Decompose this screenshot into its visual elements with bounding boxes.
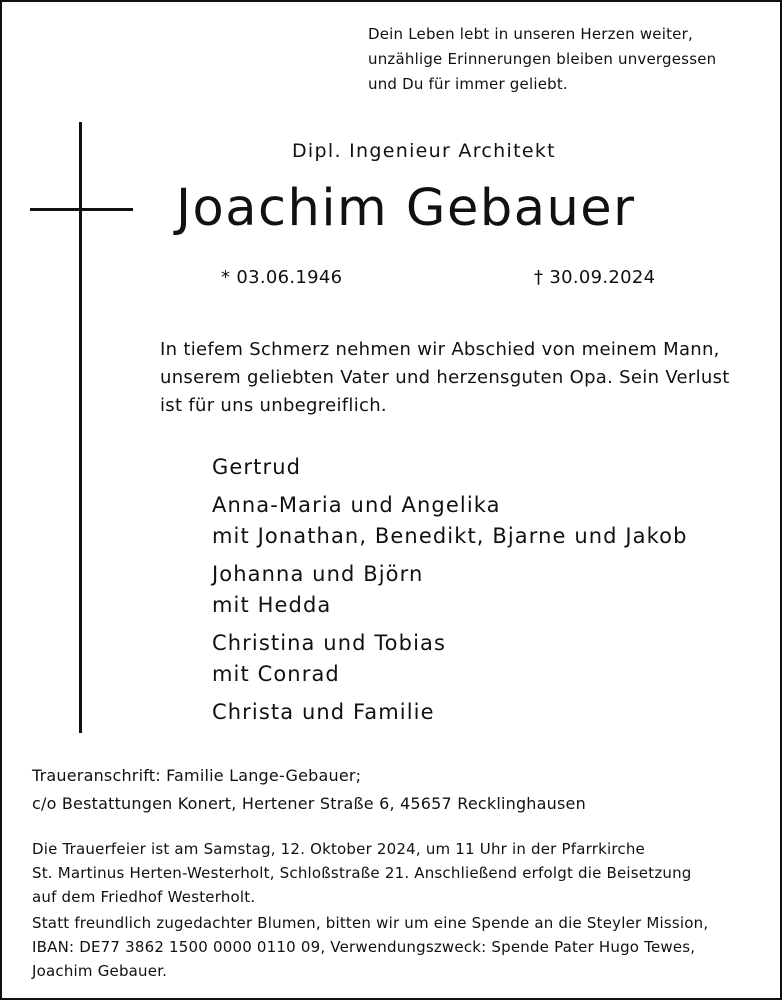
- mourner-group: [212, 559, 688, 621]
- donation-line: Statt freundlich zugedachter Blumen, bitten wir um eine Spende an die Steyler Mission,: [32, 914, 709, 932]
- farewell-line: ist für uns unbegreiflich.: [160, 395, 387, 416]
- motto-verse: [368, 22, 716, 97]
- farewell-line: In tiefem Schmerz nehmen wir Abschied von meinem Mann,: [160, 339, 720, 360]
- mourner-name: Christa und Familie: [212, 700, 435, 724]
- death-date: † 30.09.2024: [534, 267, 656, 288]
- cross-vertical-bar: [79, 122, 82, 733]
- deceased-profession: Dipl. Ingenieur Architekt: [292, 140, 556, 162]
- funeral-ceremony-info: [32, 837, 692, 909]
- birth-date: * 03.06.1946: [221, 267, 343, 288]
- donation-request: [32, 911, 708, 983]
- ceremony-line: Die Trauerfeier ist am Samstag, 12. Oktober 2024, um 11 Uhr in der Pfarrkirche: [32, 840, 645, 858]
- ceremony-line: auf dem Friedhof Westerholt.: [32, 888, 256, 906]
- motto-line: unzählige Erinnerungen bleiben unvergessen: [368, 50, 717, 68]
- mourner-group: [212, 490, 688, 552]
- farewell-line: unserem geliebten Vater und herzensguten Opa. Sein Verlust: [160, 367, 730, 388]
- mourner-group: [212, 697, 688, 728]
- address-line: c/o Bestattungen Konert, Hertener Straße 6, 45657 Recklinghausen: [32, 794, 586, 813]
- motto-line: und Du für immer geliebt.: [368, 75, 568, 93]
- mourner-name: Johanna und Björn: [212, 562, 424, 586]
- mourner-name: Christina und Tobias: [212, 631, 447, 655]
- mourner-group: [212, 452, 688, 483]
- mourner-name: Gertrud: [212, 455, 302, 479]
- address-line: Traueranschrift: Familie Lange-Gebauer;: [32, 766, 362, 785]
- mourning-address: [32, 762, 586, 818]
- mourners-list: [212, 452, 688, 735]
- farewell-text: [160, 336, 730, 420]
- ceremony-line: St. Martinus Herten-Westerholt, Schloßstraße 21. Anschließend erfolgt die Beisetzung: [32, 864, 692, 882]
- motto-line: Dein Leben lebt in unseren Herzen weiter,: [368, 25, 693, 43]
- mourner-group: [212, 628, 688, 690]
- deceased-name: Joachim Gebauer: [176, 179, 636, 238]
- mourner-name: Anna-Maria und Angelika: [212, 493, 501, 517]
- donation-line: IBAN: DE77 3862 1500 0000 0110 09, Verwendungszweck: Spende Pater Hugo Tewes,: [32, 938, 696, 956]
- mourner-children: mit Hedda: [212, 593, 332, 617]
- cross-horizontal-bar: [30, 208, 133, 211]
- mourner-children: mit Conrad: [212, 662, 340, 686]
- donation-line: Joachim Gebauer.: [32, 962, 168, 980]
- mourner-children: mit Jonathan, Benedikt, Bjarne und Jakob: [212, 524, 688, 548]
